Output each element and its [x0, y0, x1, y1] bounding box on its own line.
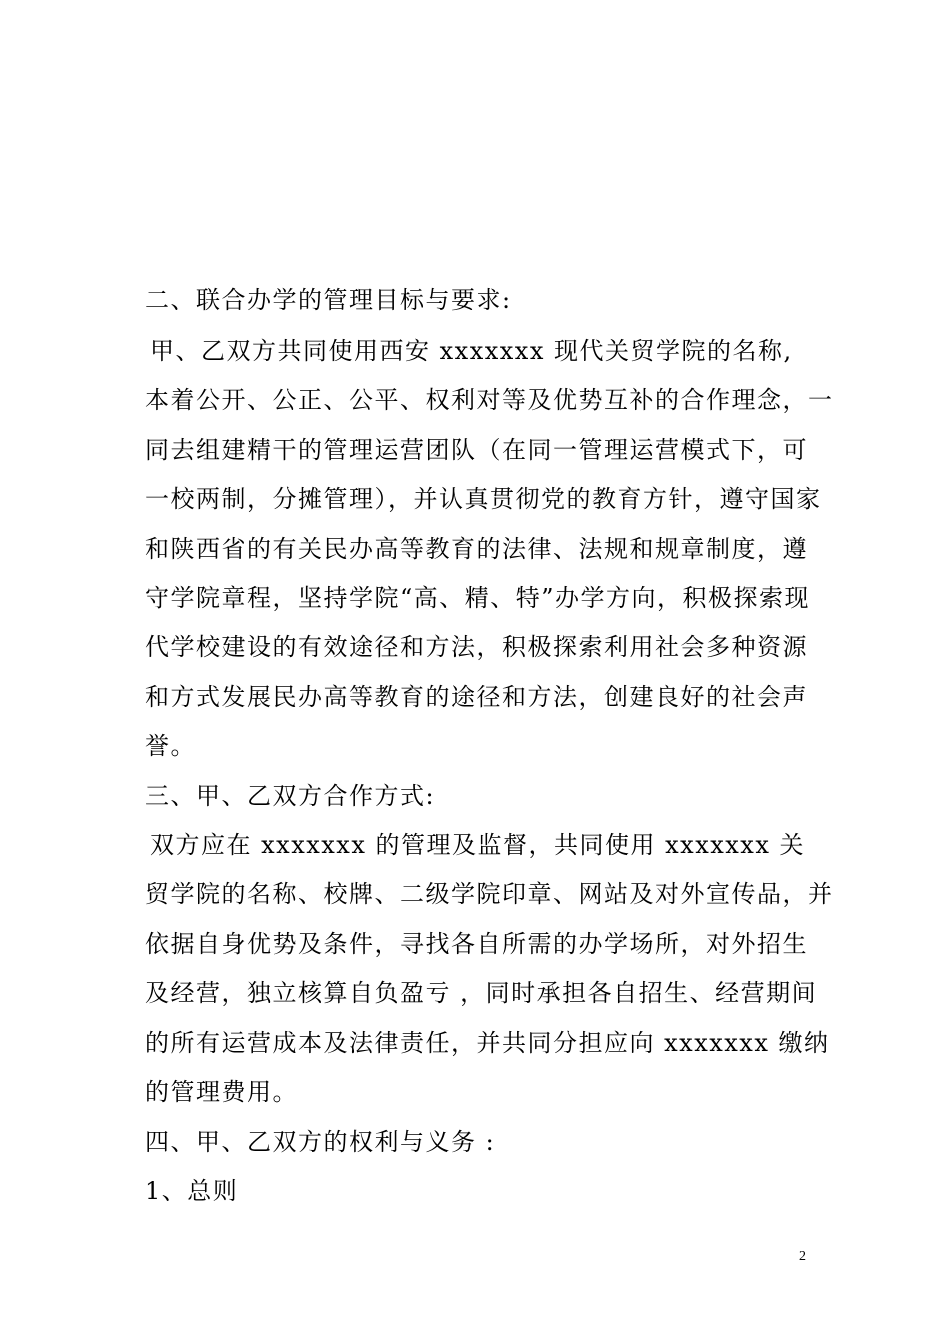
- paragraph-line: 的所有运营成本及法律责任，并共同分担应向 xxxxxxx 缴纳: [145, 1029, 830, 1057]
- paragraph-line: 誉。: [145, 732, 196, 760]
- paragraph-line: 和陕西省的有关民办高等教育的法律、法规和规章制度，遵: [145, 535, 808, 563]
- paragraph-line: 和方式发展民办高等教育的途径和方法，创建良好的社会声: [145, 683, 808, 711]
- heading-section-2: 二、联合办学的管理目标与要求:: [145, 286, 512, 314]
- paragraph-line: 贸学院的名称、校牌、二级学院印章、网站及对外宣传品，并: [145, 880, 834, 908]
- paragraph-line: 依据自身优势及条件，寻找各自所需的办学场所，对外招生: [145, 930, 808, 958]
- paragraph-line: 一校两制，分摊管理），并认真贯彻党的教育方针，遵守国家: [145, 485, 822, 513]
- paragraph-line: 及经营，独立核算自负盈亏 ，同时承担各自招生、经营期间: [145, 979, 818, 1007]
- paragraph-line: 双方应在 xxxxxxx 的管理及监督，共同使用 xxxxxxx 关: [150, 831, 806, 859]
- heading-section-3: 三、甲、乙双方合作方式:: [145, 782, 436, 810]
- paragraph-line: 代学校建设的有效途径和方法，积极探索利用社会多种资源: [145, 633, 808, 661]
- paragraph-line: 的管理费用。: [145, 1078, 298, 1106]
- paragraph-line: 同去组建精干的管理运营团队（在同一管理运营模式下，可: [145, 436, 808, 464]
- paragraph-line: 守学院章程，坚持学院“高、精、特”办学方向，积极探索现: [145, 584, 811, 612]
- page-number: 2: [799, 1249, 806, 1264]
- paragraph-line: 本着公开、公正、公平、权利对等及优势互补的合作理念，一: [145, 386, 834, 414]
- heading-section-4: 四、甲、乙双方的权利与义务 :: [145, 1128, 496, 1156]
- paragraph-line: 甲、乙双方共同使用西安 xxxxxxx 现代关贸学院的名称,: [150, 337, 793, 365]
- subheading-general-rules: 1、总则: [145, 1177, 239, 1205]
